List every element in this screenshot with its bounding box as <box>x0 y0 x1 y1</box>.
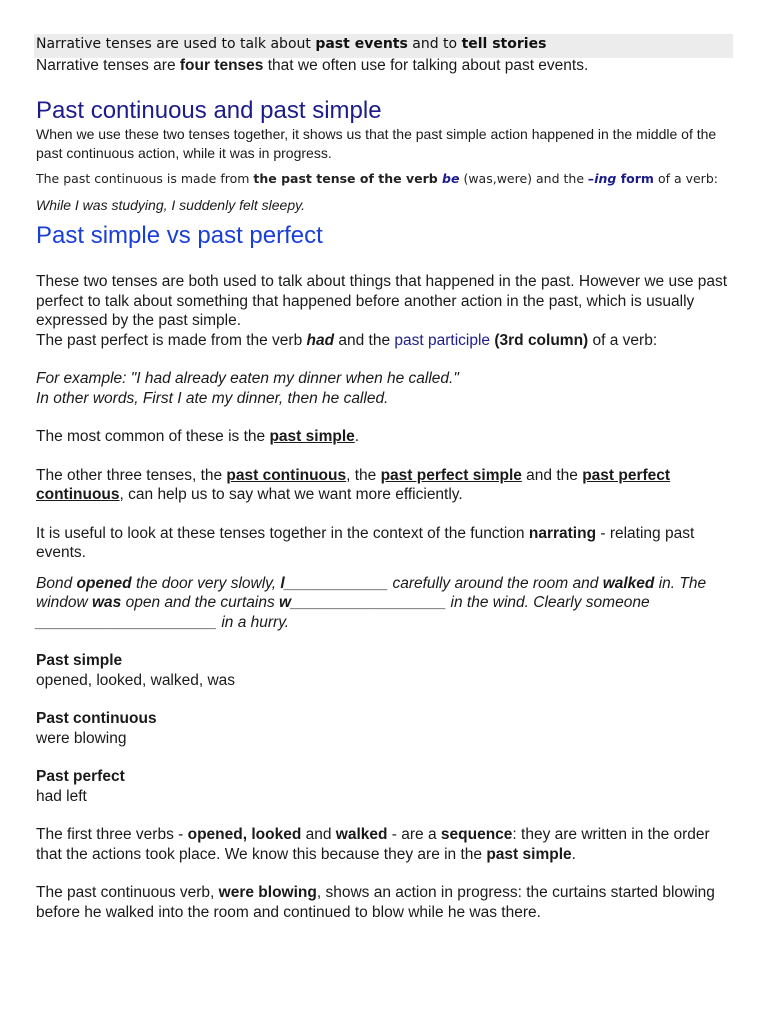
continuous-verb-paragraph <box>36 883 733 922</box>
heading-past-simple-vs-past-perfect: Past simple vs past perfect <box>36 222 323 249</box>
blank-hint-l: l <box>280 574 285 592</box>
link-past-perfect-continuous[interactable]: past perfect continuous <box>36 466 671 503</box>
past-perfect-rule <box>36 331 733 351</box>
verb-be: be <box>442 171 460 186</box>
text: Bond <box>36 574 77 592</box>
text: The past perfect is made from the verb <box>36 331 307 349</box>
tense-group-past-continuous <box>36 709 733 748</box>
group-verbs: were blowing <box>36 729 127 747</box>
text: The first three verbs - <box>36 826 188 843</box>
document-page <box>36 34 733 922</box>
most-common-paragraph <box>36 427 733 447</box>
past-participle-term: past participle <box>394 331 491 349</box>
text: the door very slowly, <box>131 574 281 592</box>
bold-past-simple: past simple <box>486 845 572 863</box>
text: and <box>301 826 336 843</box>
bold-opened: opened <box>76 574 132 592</box>
link-past-simple[interactable]: past simple <box>269 428 355 445</box>
bold-opened-looked: opened, looked <box>187 826 302 843</box>
text: - relating past events. <box>36 524 695 561</box>
group-verbs: opened, looked, walked, was <box>36 671 236 689</box>
bold-narrating: narrating <box>528 524 597 542</box>
bold-walked: walked <box>335 826 388 843</box>
text: , the <box>346 466 381 484</box>
useful-paragraph <box>36 524 733 563</box>
text: (was,were) and the <box>459 171 588 186</box>
intro-paragraph <box>36 56 733 75</box>
text: of a verb: <box>588 331 658 349</box>
text: and the <box>334 331 395 349</box>
intro-banner <box>34 34 733 58</box>
text: in. The window <box>36 574 707 611</box>
text: open and the curtains <box>121 594 280 611</box>
banner-bold-past-events: past events <box>315 36 408 52</box>
example-line-2: In other words, First I ate my dinner, then he called. <box>36 389 389 407</box>
text: ____________ carefully around the room and <box>284 574 603 592</box>
third-column-note: (3rd column) <box>490 331 589 349</box>
bold-was: was <box>92 594 122 611</box>
section2-paragraph: These two tenses are both used to talk about things that happened in the past. However we use past perfect to talk about something that happened before another action in the past, which is usually expressed by the past simple. <box>36 273 728 329</box>
banner-bold-tell-stories: tell stories <box>461 36 547 52</box>
bold-sequence: sequence <box>440 826 513 843</box>
link-past-continuous[interactable]: past continuous <box>226 466 347 484</box>
text: of a verb: <box>653 171 718 186</box>
bond-exercise <box>36 574 733 633</box>
form-word: form <box>616 171 654 186</box>
example-line-1: For example: "I had already eaten my dinner when he called." <box>36 370 459 387</box>
link-past-perfect-simple[interactable]: past perfect simple <box>380 466 522 484</box>
verb-had: had <box>306 331 335 349</box>
text: The other three tenses, the <box>36 466 227 484</box>
text: - are a <box>387 826 441 843</box>
banner-text: Narrative tenses are used to talk about <box>36 36 316 52</box>
banner-text: and to <box>407 36 462 52</box>
text: The most common of these is the <box>36 428 270 445</box>
bold-four-tenses: four tenses <box>179 57 264 74</box>
ing-suffix: –ing <box>588 171 617 186</box>
text: Narrative tenses are <box>36 57 180 74</box>
heading-past-continuous-past-simple: Past continuous and past simple <box>36 97 382 124</box>
text: . <box>571 845 576 863</box>
section1-example: While I was studying, I suddenly felt sleepy. <box>36 197 305 213</box>
blank-hint-w: w <box>279 594 292 611</box>
text: , shows an action in progress: the curtains started blowing before he walked into the room and continued to blow while he was there. <box>36 884 715 921</box>
bold-text: the past tense of the verb <box>253 171 443 186</box>
text: __________________ in the wind. Clearly someone _____________________ in a hurry. <box>36 594 650 631</box>
text: that we often use for talking about past events. <box>263 57 589 74</box>
tense-group-past-simple <box>36 651 733 690</box>
text: , can help us to say what we want more efficiently. <box>119 486 463 503</box>
group-verbs: had left <box>36 787 87 805</box>
text: and the <box>521 466 583 484</box>
text: The past continuous is made from <box>36 171 254 186</box>
section1-paragraph: When we use these two tenses together, it shows us that the past simple action happened in the middle of the past continuous action, while it was in progress. <box>36 126 717 161</box>
bold-were-blowing: were blowing <box>218 884 317 901</box>
group-title: Past perfect <box>36 768 125 785</box>
past-continuous-rule <box>36 170 733 188</box>
text: The past continuous verb, <box>36 884 219 901</box>
sequence-paragraph <box>36 825 733 864</box>
group-title: Past continuous <box>36 710 157 727</box>
group-title: Past simple <box>36 652 123 669</box>
other-tenses-paragraph <box>36 466 733 505</box>
text: : they are written in the order that the actions took place. We know this because they are in the <box>36 826 710 863</box>
tense-group-past-perfect <box>36 767 733 806</box>
text: . <box>354 428 360 445</box>
text: It is useful to look at these tenses together in the context of the function <box>36 524 529 542</box>
bold-walked: walked <box>602 574 655 592</box>
